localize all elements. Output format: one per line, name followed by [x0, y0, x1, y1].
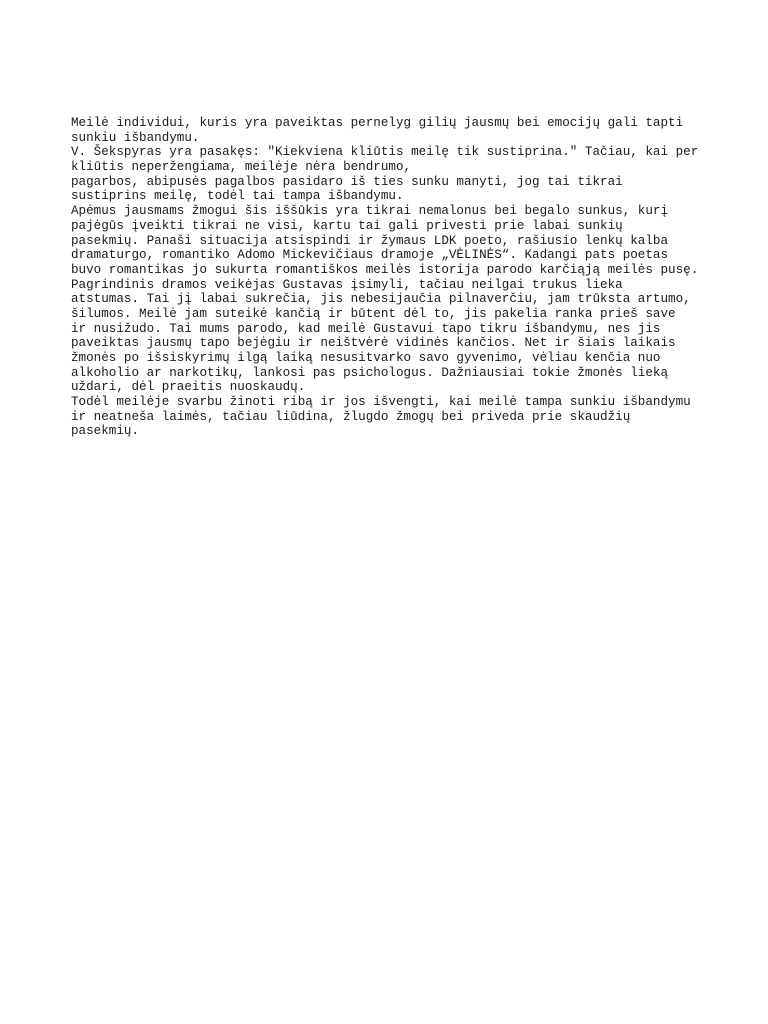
- text-line-20: Todėl meilėje svarbu žinoti ribą ir jos išvengti, kai meilė tampa sunkiu išbandymu: [71, 395, 691, 410]
- text-line-14: šilumos. Meilė jam suteikė kančią ir būtent dėl to, jis pakelia ranka prieš save: [71, 306, 676, 321]
- text-line-4: kliūtis neperžengiama, meilėje nėra bendrumo,: [71, 160, 412, 175]
- text-line-10: dramaturgo, romantiko Adomo Mickevičiaus dramoje „VĖLINĖS“. Kadangi pats poetas: [71, 248, 669, 263]
- text-line-16: paveiktas jausmų tapo bejėgiu ir neištvėrė vidinės kančios. Net ir šiais laikais: [71, 336, 676, 351]
- essay-body: [71, 116, 731, 439]
- text-line-6: sustiprins meilę, todėl tai tampa išbandymu.: [71, 189, 404, 204]
- text-line-17: žmonės po išsiskyrimų ilgą laiką nesusitvarko savo gyvenimo, vėliau kenčia nuo: [71, 351, 661, 365]
- text-line-19: uždari, dėl praeitis nuoskaudų.: [71, 380, 306, 395]
- text-line-5: pagarbos, abipusės pagalbos pasidaro iš ties sunku manyti, jog tai tikrai: [71, 174, 623, 189]
- text-line-7: Apėmus jausmams žmogui šis iššūkis yra tikrai nemalonus bei begalo sunkus, kurį: [71, 204, 669, 219]
- text-line-2: sunkiu išbandymu.: [71, 130, 200, 145]
- text-line-3: V. Šekspyras yra pasakęs: "Kiekviena kliūtis meilę tik sustiprina." Tačiau, kai per: [71, 145, 699, 160]
- text-line-8: pajėgūs įveikti tikrai ne visi, kartu tai gali privesti prie labai sunkių: [71, 218, 623, 233]
- text-line-18: alkoholio ar narkotikų, lankosi pas psichologus. Dažniausiai tokie žmonės lieką: [71, 365, 669, 380]
- text-line-12: Pagrindinis dramos veikėjas Gustavas įsimyli, tačiau neilgai trukus lieka: [71, 277, 623, 292]
- text-line-13: atstumas. Tai jį labai sukrečia, jis nebesijaučia pilnaverčiu, jam trūksta artumo,: [71, 292, 691, 307]
- text-line-9: pasekmių. Panaši situacija atsispindi ir žymaus LDK poeto, rašiusio lenkų kalba: [71, 233, 669, 248]
- text-line-15: ir nusižudo. Tai mums parodo, kad meilė Gustavui tapo tikru išbandymu, nes jis: [71, 321, 661, 336]
- text-line-21: ir neatneša laimės, tačiau liūdina, žlugdo žmogų bei priveda prie skaudžių: [71, 409, 631, 424]
- text-line-1: Meilė individui, kuris yra paveiktas pernelyg gilių jausmų bei emocijų gali tapti: [71, 116, 684, 130]
- text-line-22: pasekmių.: [71, 424, 140, 439]
- text-line-11: buvo romantikas jo sukurta romantiškos meilės istorija parodo karčiąją meilės pusę.: [71, 262, 699, 277]
